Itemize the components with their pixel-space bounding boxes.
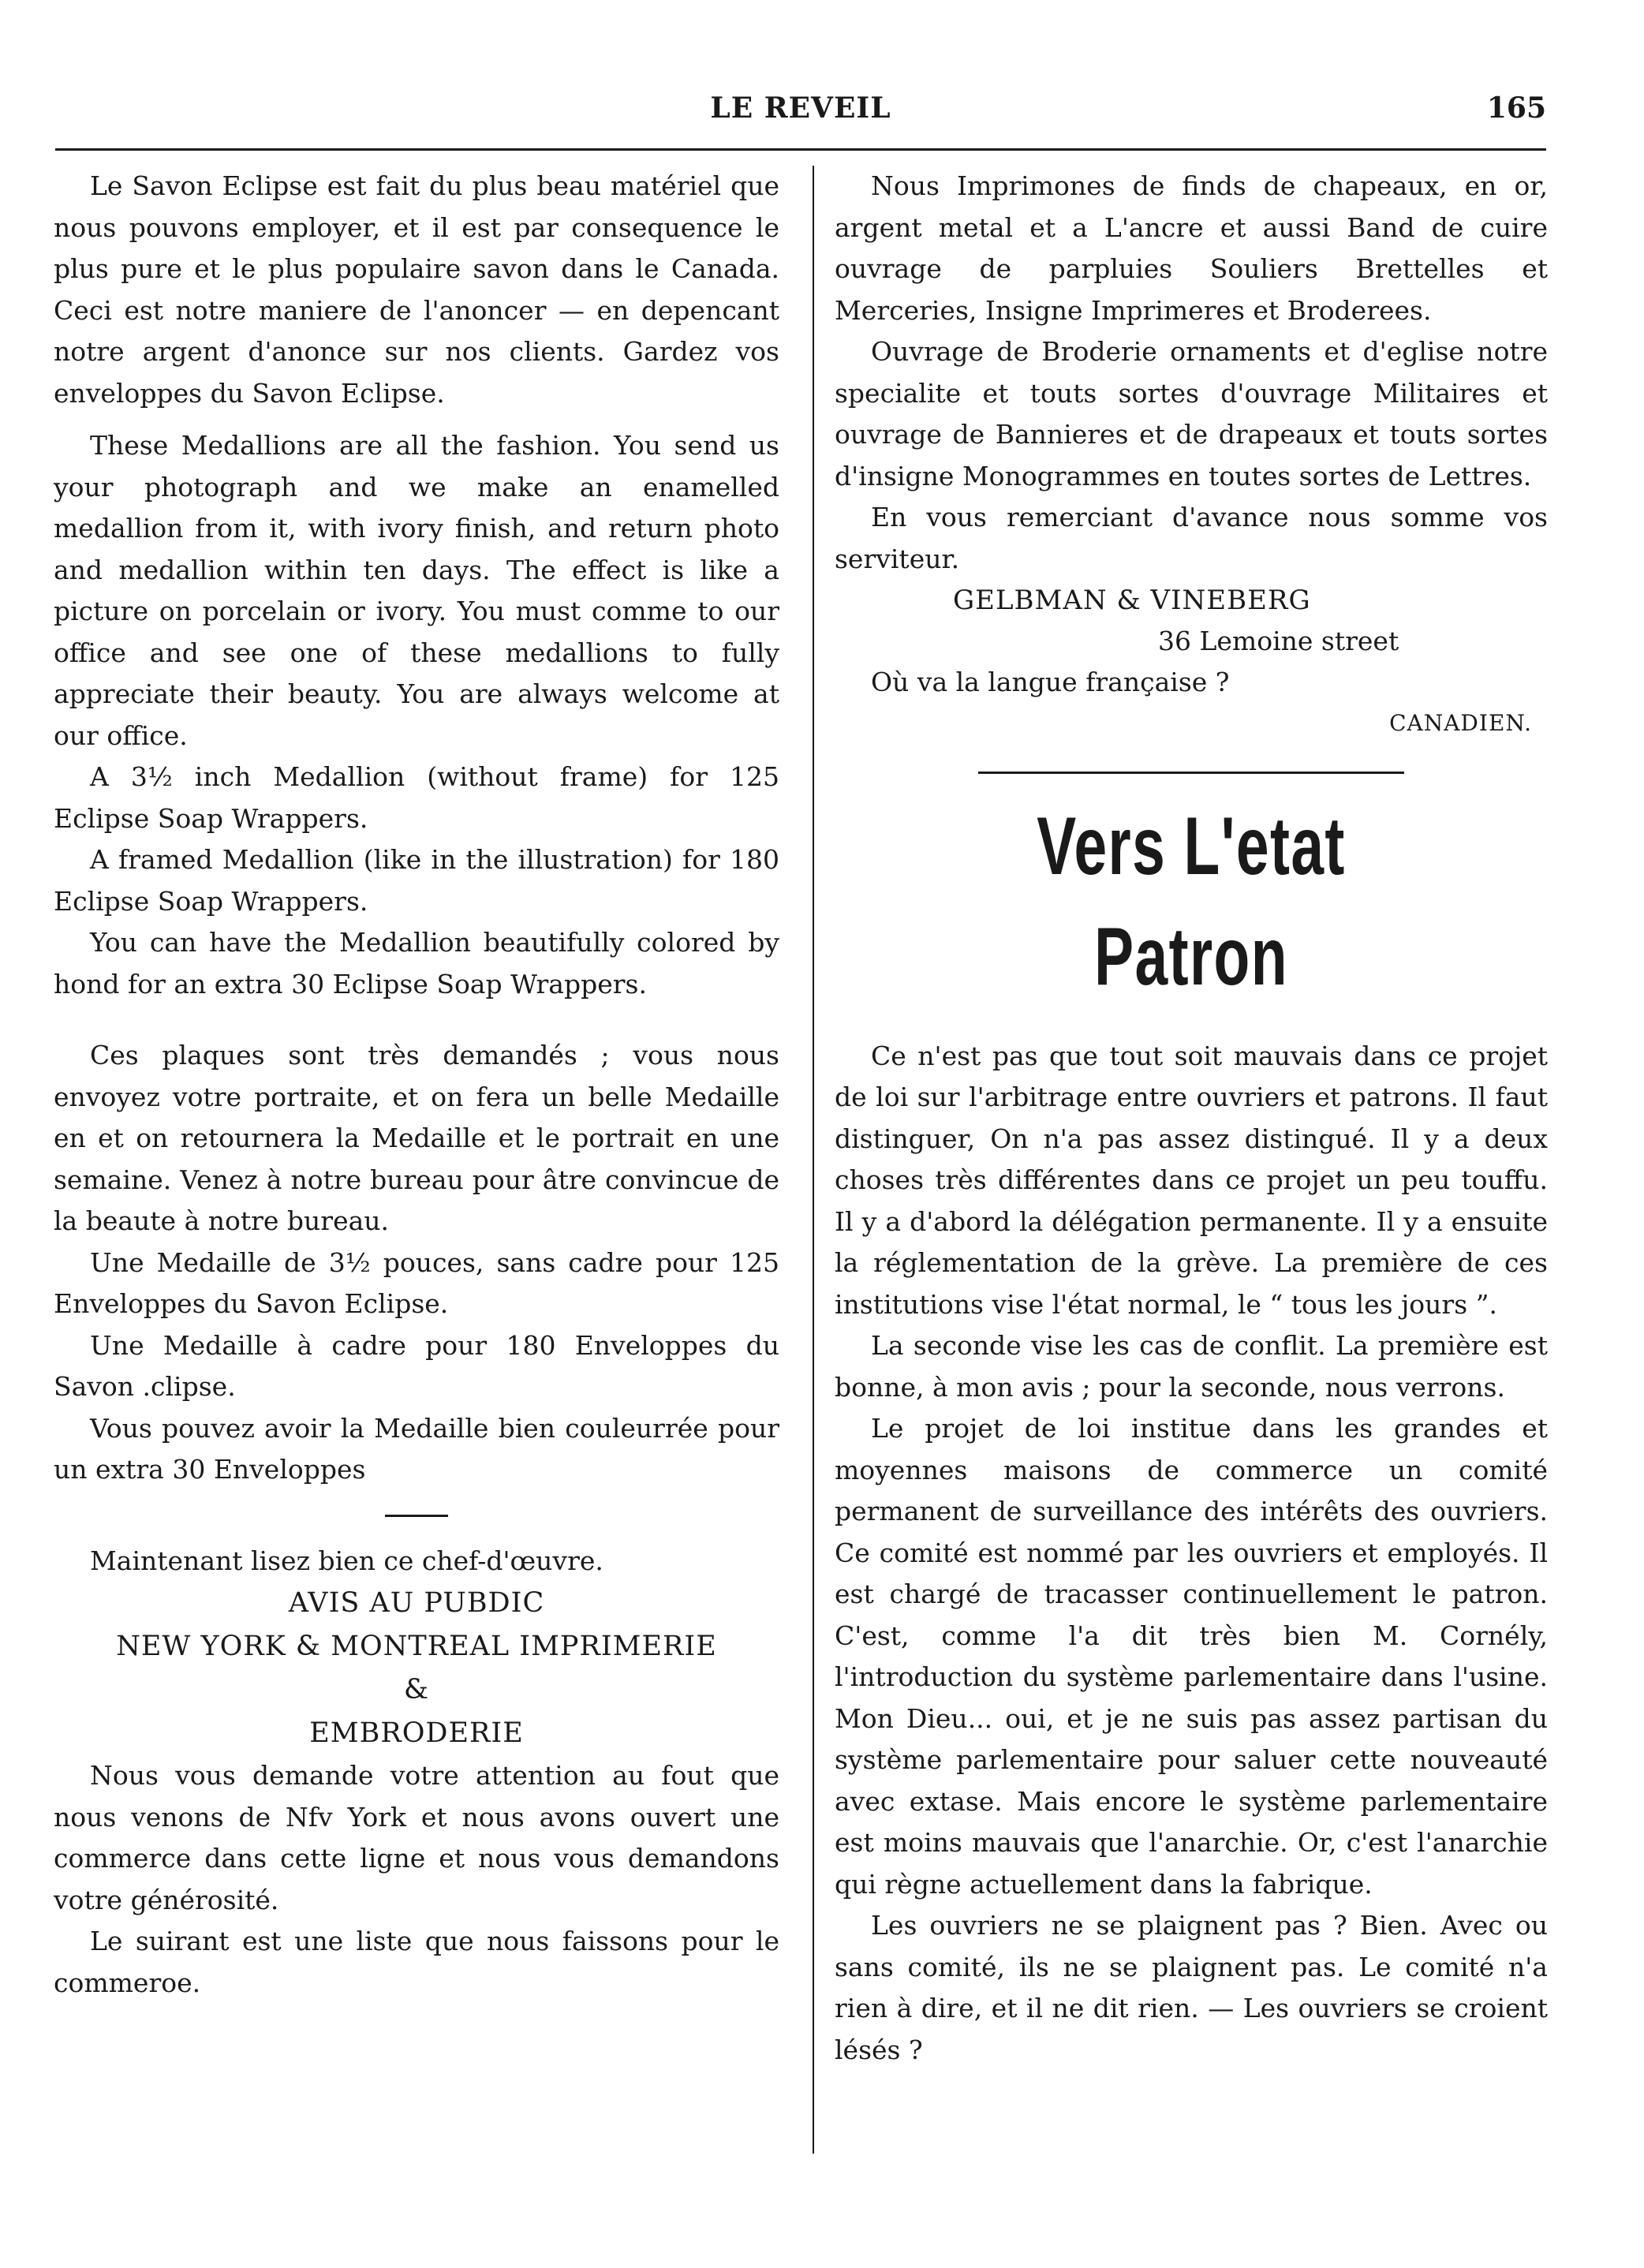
paragraph: A 3½ inch Medallion (without frame) for 125 Eclipse Soap Wrappers. [54, 761, 779, 834]
paragraph: Une Medaille de 3½ pouces, sans cadre pour 125 Enveloppes du Savon Eclipse. [54, 1246, 779, 1319]
signature-name: GELBMAN & VINEBERG [953, 585, 1311, 616]
article-title: Vers L'etat Patron [1037, 800, 1346, 1003]
paragraph: Le suirant est une liste que nous faissons pour le commeroe. [54, 1926, 779, 1998]
notice-heading: & [403, 1674, 430, 1706]
right-column [835, 166, 1548, 2071]
paragraph: You can have the Medallion beautifully colored by hond for an extra 30 Eclipse Soap Wrappers. [54, 927, 779, 999]
paragraph: Le projet de loi institue dans les grandes et moyennes maisons de commerce un comité permanent de surveillance des intérêts des ouvriers. Ce comité est nommé par les ouvriers et employés. Il est chargé de tracasser continuellement le patron. C'est, comme l'a dit très bien M. Cornély, l'introduction du système parlementaire dans l'usine. Mon Dieu... oui, et je ne suis pas assez partisan du système parlementaire pour saluer cette nouveauté avec extase. Mais encore le système parlementaire est moins mauvais que l'anarchie. Or, c'est l'anarchie qui règne actuellement dans la fabrique. [835, 1413, 1548, 1900]
section-divider [978, 772, 1404, 774]
paragraph: Une Medaille à cadre pour 180 Enveloppes du Savon .clipse. [54, 1329, 779, 1402]
paragraph: Vous pouvez avoir la Medaille bien couleurrée pour un extra 30 Enveloppes [54, 1412, 779, 1485]
paragraph: Ces plaques sont très demandés ; vous nous envoyez votre portraite, et on fera un belle Medaille en et on retournera la Medaille et le portrait en une semaine. Venez à notre bureau pour âtre convincue de la beaute à notre bureau. [54, 1040, 779, 1236]
sign-off: CANADIEN. [1389, 709, 1532, 736]
notice-heading: EMBRODERIE [309, 1717, 524, 1749]
question-line: Où va la langue française ? [871, 667, 1230, 697]
column-divider [813, 166, 814, 2154]
running-head [55, 87, 1546, 134]
left-column [54, 166, 779, 2004]
paragraph: Maintenant lisez bien ce chef-d'œuvre. [90, 1545, 603, 1576]
notice-heading: NEW YORK & MONTREAL IMPRIMERIE [116, 1631, 717, 1662]
notice-heading: AVIS AU PUBDIC [288, 1587, 545, 1619]
paragraph: Nous vous demande votre attention au fout que nous venons de Nfv York et nous avons ouvert une commerce dans cette ligne et nous vous demandons votre générosité. [54, 1760, 779, 1915]
paragraph: Les ouvriers ne se plaignent pas ? Bien. Avec ou sans comité, ils ne se plaignent pas. Le comité n'a rien à dire, et il ne dit rien. — Les ouvriers se croient lésés ? [835, 1910, 1548, 2065]
header-rule [55, 148, 1546, 151]
paragraph: Le Savon Eclipse est fait du plus beau matériel que nous pouvons employer, et il est par consequence le plus pure et le plus populaire savon dans le Canada. Ceci est notre maniere de l'anoncer — en depencant notre argent d'anonce sur nos clients. Gardez vos enveloppes du Savon Eclipse. [54, 170, 779, 409]
page-number: 165 [1486, 92, 1546, 125]
paragraph: La seconde vise les cas de conflit. La première est bonne, à mon avis ; pour la seconde, nous verrons. [835, 1330, 1548, 1403]
running-head-title: LE REVEIL [710, 92, 891, 125]
paragraph: Ouvrage de Broderie ornaments et d'eglise notre specialite et touts sortes d'ouvrage Militaires et ouvrage de Bannieres et de drapeaux et touts sortes d'insigne Monogrammes en toutes sortes de Lettres. [835, 336, 1548, 491]
paragraph: En vous remerciant d'avance nous somme vos serviteur. [835, 502, 1548, 574]
paragraph: These Medallions are all the fashion. You send us your photograph and we make an enamelled medallion from it, with ivory finish, and return photo and medallion within ten days. The effect is like a picture on porcelain or ivory. You must comme to our office and see one of these medallions to fully appreciate their beauty. You are always welcome at our office. [54, 430, 779, 751]
paragraph: Nous Imprimones de finds de chapeaux, en or, argent metal et a L'ancre et aussi Band de cuire ouvrage de parpluies Souliers Brettelles et Merceries, Insigne Imprimeres et Broderees. [835, 170, 1548, 326]
short-divider [385, 1515, 448, 1517]
paragraph: Ce n'est pas que tout soit mauvais dans ce projet de loi sur l'arbitrage entre ouvriers et patrons. Il faut distinguer, On n'a pas assez distingué. Il y a deux choses très différentes dans ce projet un peu touffu. Il y a d'abord la délégation permanente. Il y a ensuite la réglementation de la grève. La première de ces institutions vise l'état normal, le “ tous les jours ”. [835, 1040, 1548, 1320]
paragraph: A framed Medallion (like in the illustration) for 180 Eclipse Soap Wrappers. [54, 844, 779, 917]
signature-address: 36 Lemoine street [1158, 626, 1399, 656]
